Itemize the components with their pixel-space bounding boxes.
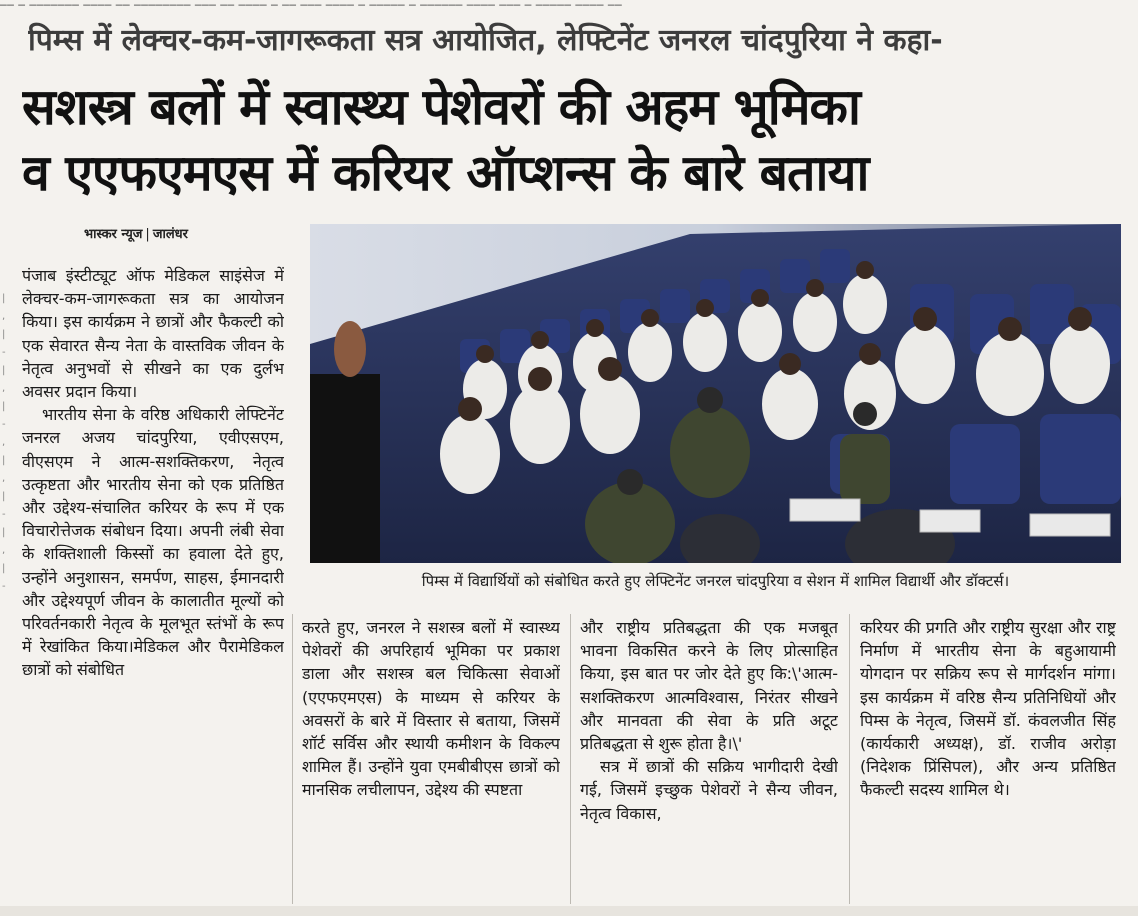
byline-city: जालंधर [152, 227, 188, 242]
byline-agency: भास्कर न्यूज [84, 227, 143, 242]
text-column-1 [22, 264, 284, 904]
headline-line-2: व एएफएमएस में करियर ऑप्शन्स के बारे बताया [22, 144, 869, 202]
cropped-previous-text-strip: ── ─ ─────── ──── ── ──────── ─── ── ──── ─ ── ─── ──── ─ ───── ─ ────── ──── ─── ─ ───── ──── ── [0, 0, 623, 12]
article-headline [22, 74, 1122, 206]
byline-separator: | [145, 227, 150, 242]
headline-line-1: सशस्त्र बलों में स्वास्थ्य पेशेवरों की अहम भूमिका [22, 78, 860, 136]
photo-caption: पिम्स में विद्यार्थियों को संबोधित करते हुए लेफ्टिनेंट जनरल चांदपुरिया व सेशन में शामिल विद्यार्थी और डॉक्टर्स। [421, 572, 1010, 590]
column-rule [849, 614, 850, 904]
paragraph: और राष्ट्रीय प्रतिबद्धता की एक मजबूत भावना विकसित करने के लिए प्रोत्साहित किया, इस बात पर जोर देते हुए कि:\'आत्म-सशक्तिकरण आत्मविश्वास, निरंतर सीखने और मानवता की सेवा के प्रति अटूट प्रतिबद्धता से शुरू होता है।\' [580, 618, 838, 754]
text-column-2 [302, 616, 560, 906]
article-kicker: पिम्स में लेक्चर-कम-जागरूकता सत्र आयोजित, लेफ्टिनेंट जनरल चांदपुरिया ने कहा- [28, 23, 943, 58]
text-column-4 [860, 616, 1116, 906]
paragraph: करियर की प्रगति और राष्ट्रीय सुरक्षा और राष्ट्र निर्माण में भारतीय सेना के बहुआयामी योगदान पर सक्रिय रूप से मार्गदर्शन मांगा। इस कार्यक्रम में वरिष्ठ सैन्य प्रतिनिधियों और पिम्स के नेतृत्व, जिसमें डॉ. कंवलजीत सिंह (कार्यकारी अध्यक्ष), डॉ. राजीव अरोड़ा (निदेशक प्रिंसिपल), और अन्य प्रतिष्ठित फैकल्टी सदस्य शामिल थे। [860, 618, 1116, 800]
cropped-adjacent-column-marks: | , | - | , | - , | , | - | , | - [2, 293, 6, 592]
paragraph: सत्र में छात्रों की सक्रिय भागीदारी देखी गई, जिसमें इच्छुक पेशेवरों ने सैन्य जीवन, नेतृत्व विकास, [580, 757, 838, 823]
event-photo [310, 224, 1121, 563]
cropped-bottom-edge [0, 906, 1138, 916]
column-rule [570, 614, 571, 904]
text-column-3 [580, 616, 838, 906]
column-rule [292, 614, 293, 904]
paragraph: करते हुए, जनरल ने सशस्त्र बलों में स्वास्थ्य पेशेवरों की अपरिहार्य भूमिका पर प्रकाश डाला और सशस्त्र बल चिकित्सा सेवाओं (एएफएमएस) के माध्यम से करियर के अवसरों के बारे में विस्तार से बताया, जिसमें शॉर्ट सर्विस और स्थायी कमीशन के विकल्प शामिल हैं। उन्होंने युवा एमबीबीएस छात्रों को मानसिक लचीलापन, उद्देश्य की स्पष्टता [302, 618, 560, 800]
paragraph: भारतीय सेना के वरिष्ठ अधिकारी लेफ्टिनेंट जनरल अजय चांदपुरिया, एवीएसएम, वीएसएम ने आत्म-सशक्तिकरण, नेतृत्व उत्कृष्टता और भारतीय सेना को एक प्रतिष्ठित और उद्देश्य-संचालित करियर के रूप में एक विचारोत्तेजक संबोधन दिया। अपनी लंबी सेवा के शक्तिशाली किस्सों का हवाला देते हुए, उन्होंने अनुशासन, समर्पण, साहस, ईमानदारी और उद्देश्यपूर्ण जीवन के कालातीत मूल्यों को परिवर्तनकारी नेतृत्व के मूलभूत स्तंभों के रूप में रेखांकित किया।मेडिकल और पैरामेडिकल छात्रों को संबोधित [22, 405, 284, 680]
paragraph: पंजाब इंस्टीट्यूट ऑफ मेडिकल साइंसेज में लेक्चर-कम-जागरूकता सत्र का आयोजन किया। इस कार्यक्रम ने छात्रों और फैकल्टी को एक सेवारत सैन्य नेता के वास्तविक जीवन के नेतृत्व अनुभवों से सीखने का एक दुर्लभ अवसर प्रदान किया। [22, 266, 284, 402]
byline [84, 224, 188, 242]
